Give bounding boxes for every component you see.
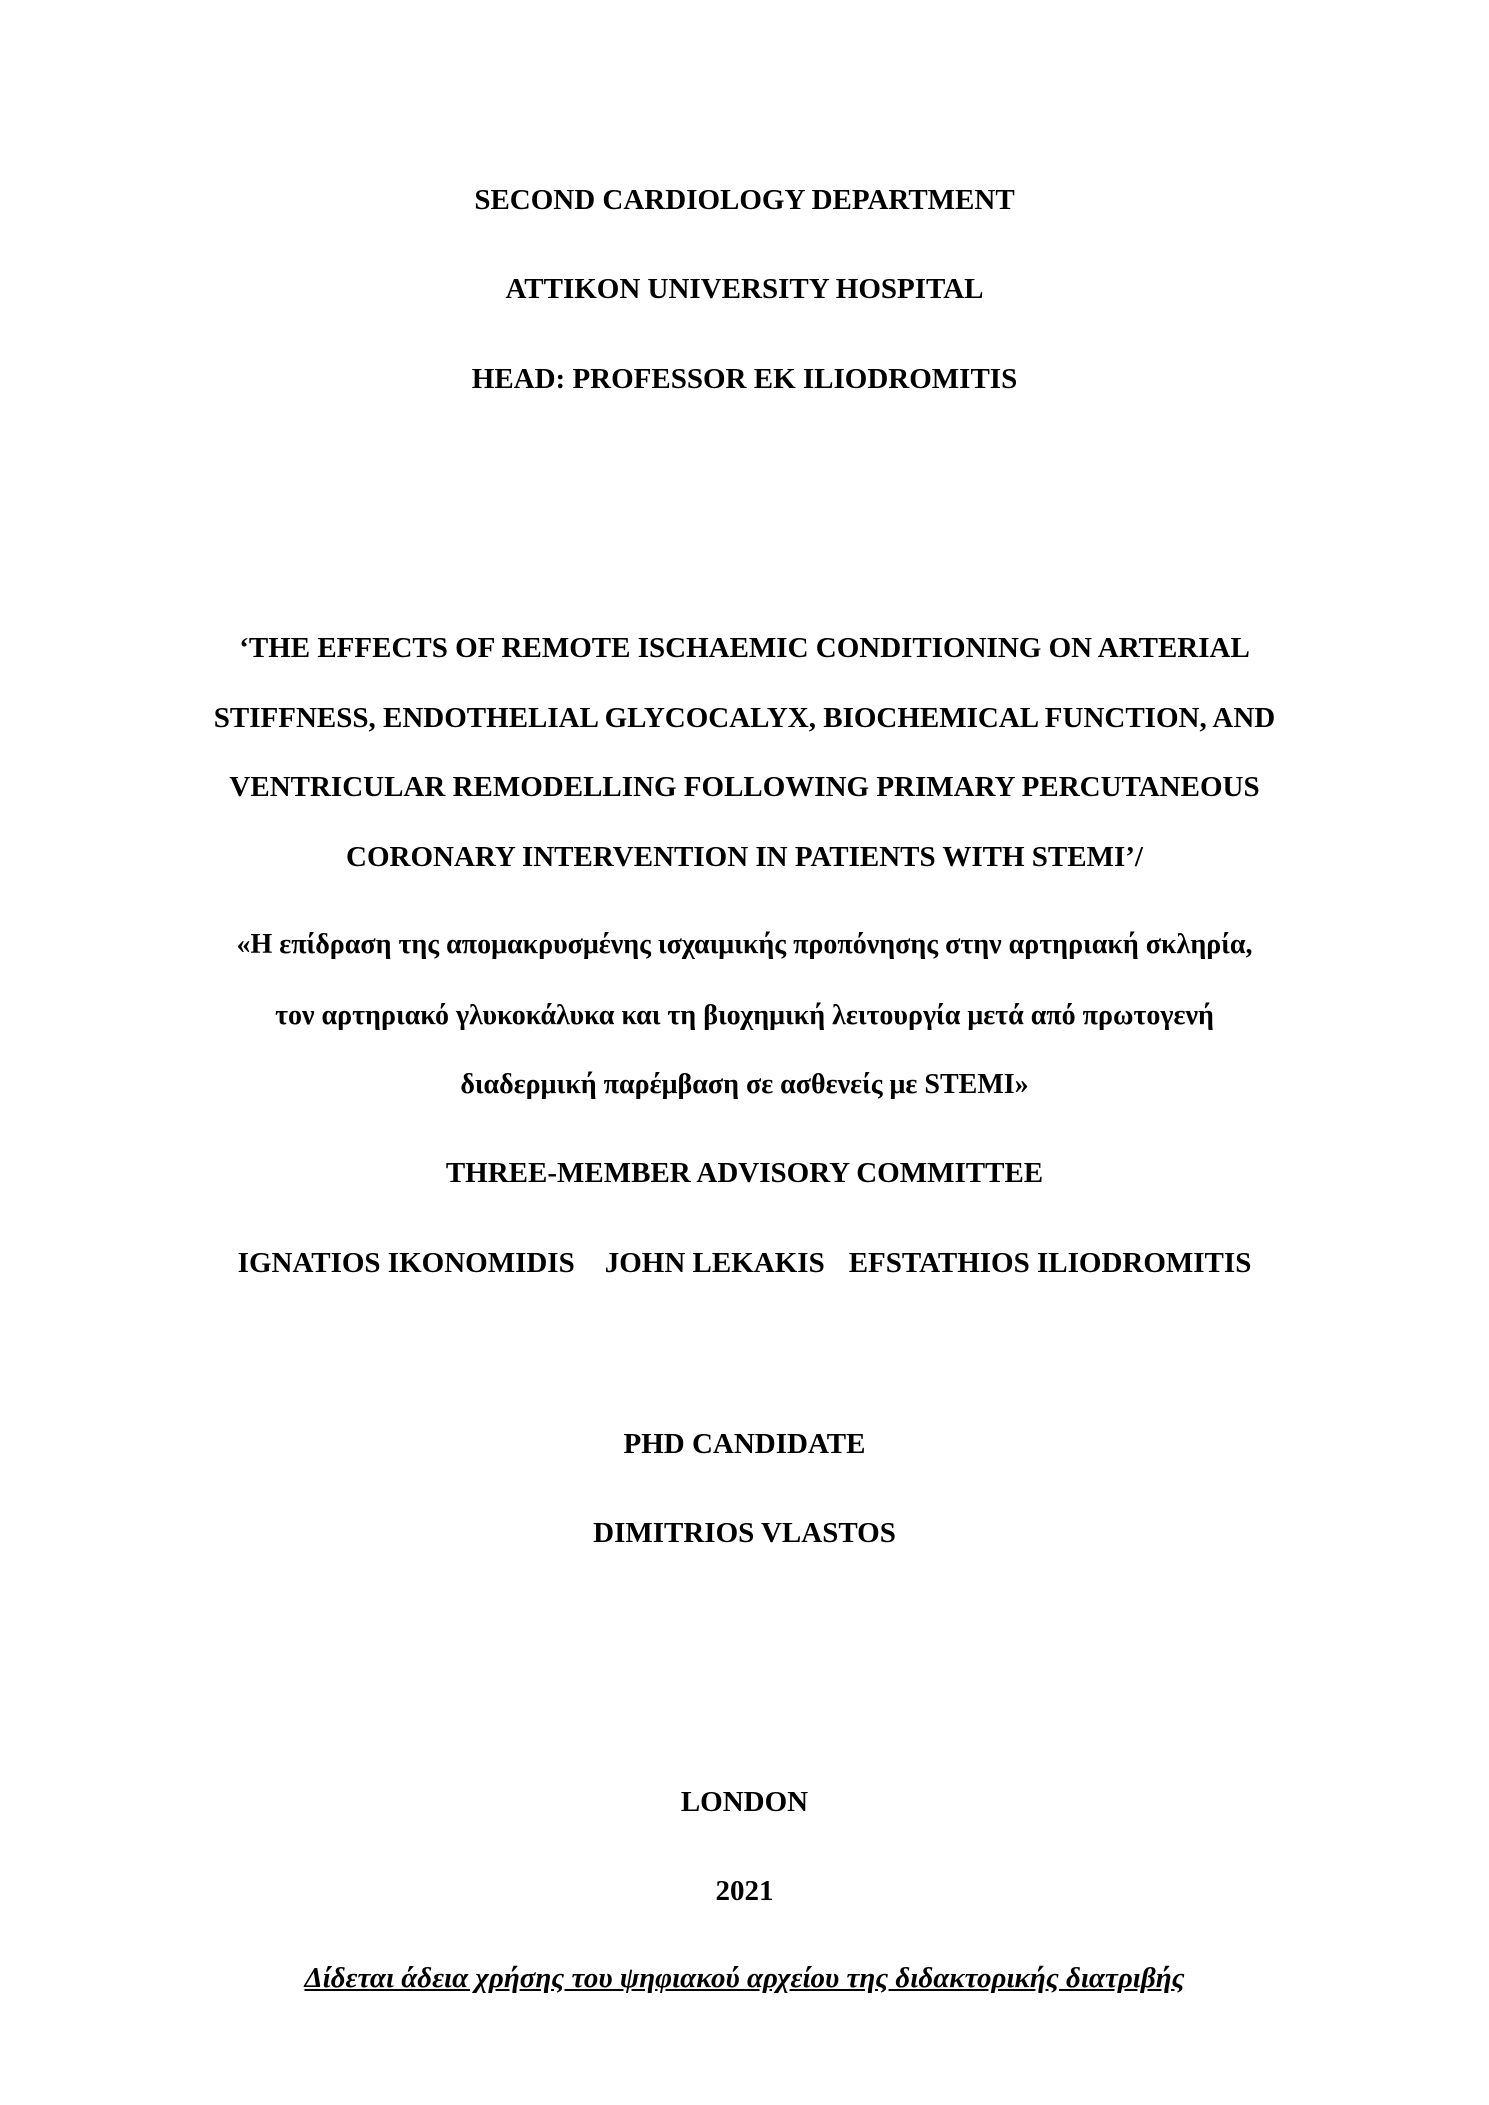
committee-member-3: EFSTATHIOS ILIODROMITIS bbox=[848, 1247, 1252, 1279]
candidate-name: DIMITRIOS VLASTOS bbox=[593, 1517, 896, 1549]
place: LONDON bbox=[680, 1786, 809, 1818]
hospital-name: ATTIKON UNIVERSITY HOSPITAL bbox=[505, 273, 984, 305]
title-english-line-2: STIFFNESS, ENDOTHELIAL GLYCOCALYX, BIOCHEMICAL FUNCTION, AND bbox=[213, 702, 1276, 734]
year: 2021 bbox=[715, 1875, 774, 1907]
committee-member-1: IGNATIOS IKONOMIDIS bbox=[237, 1247, 575, 1279]
title-english-line-3: VENTRICULAR REMODELLING FOLLOWING PRIMARY PERCUTANEOUS bbox=[229, 771, 1260, 803]
committee-member-2: JOHN LEKAKIS bbox=[604, 1247, 825, 1279]
committee-heading: THREE-MEMBER ADVISORY COMMITTEE bbox=[445, 1157, 1044, 1189]
title-greek-line-2: τον αρτηριακό γλυκοκάλυκα και τη βιοχημική λειτουργία μετά από πρωτογενή bbox=[275, 1000, 1214, 1031]
title-greek-line-3: διαδερμική παρέμβαση σε ασθενείς με STEMI» bbox=[460, 1069, 1029, 1100]
usage-permission-note: Δίδεται άδεια χρήσης του ψηφιακού αρχείου της διδακτορικής διατριβής bbox=[304, 1962, 1185, 1994]
department-name: SECOND CARDIOLOGY DEPARTMENT bbox=[474, 184, 1015, 216]
title-greek-line-1: «Η επίδραση της απομακρυσμένης ισχαιμικής προπόνησης στην αρτηριακή σκληρία, bbox=[236, 929, 1253, 960]
department-head: HEAD: PROFESSOR EK ILIODROMITIS bbox=[471, 363, 1018, 395]
title-english-line-1: ‘THE EFFECTS OF REMOTE ISCHAEMIC CONDITIONING ON ARTERIAL bbox=[239, 632, 1250, 664]
title-english-line-4: CORONARY INTERVENTION IN PATIENTS WITH STEMI’/ bbox=[346, 841, 1143, 873]
committee-members bbox=[0, 1245, 1489, 1281]
candidate-heading: PHD CANDIDATE bbox=[623, 1428, 866, 1460]
